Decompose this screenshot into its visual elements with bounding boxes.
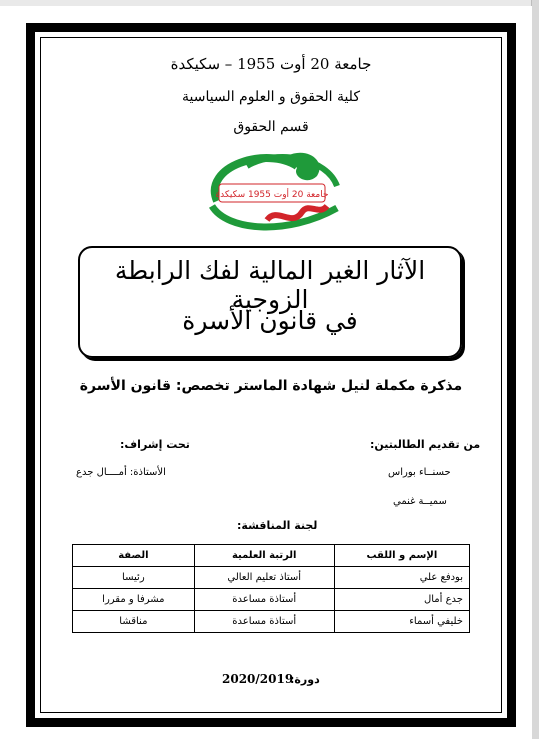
member-rank: أستاذة مساعدة: [194, 611, 334, 633]
viewer-scrollbar[interactable]: [531, 0, 539, 739]
supervisor-label: تحت إشراف:: [120, 438, 190, 451]
university-logo-icon: [197, 146, 347, 236]
department-name: قسم الحقوق: [233, 119, 309, 135]
thesis-title-box: [78, 246, 462, 358]
table-row: [73, 589, 470, 611]
member-rank: أستاذة مساعدة: [194, 589, 334, 611]
thesis-subtitle: مذكرة مكملة لنيل شهادة الماستر تخصص: قانون الأسرة: [79, 378, 463, 394]
faculty-name: كلية الحقوق و العلوم السياسية: [181, 89, 360, 105]
member-name: خليفي أسماء: [334, 611, 469, 633]
member-role: مشرفا و مقررا: [73, 589, 195, 611]
table-row: [73, 567, 470, 589]
header-role: الصفة: [73, 545, 195, 567]
session-label: دورة:: [290, 673, 320, 686]
member-role: مناقشا: [73, 611, 195, 633]
header-rank: الرتبة العلمية: [194, 545, 334, 567]
member-name: جدع أمال: [334, 589, 469, 611]
university-name: جامعة 20 أوت 1955 – سكيكدة: [170, 55, 372, 73]
committee-label: لجنة المناقشة:: [237, 519, 318, 532]
session-value: 2020/2019: [222, 672, 294, 686]
table-row: [73, 611, 470, 633]
thesis-title-line2: في قانون الأسرة: [182, 306, 358, 335]
committee-table: [72, 544, 470, 633]
students-label: من تقديم الطالبتين:: [370, 438, 481, 451]
student-name: حسنــاء بوراس: [388, 467, 451, 478]
header-name: الإسم و اللقب: [334, 545, 469, 567]
member-name: بودفع علي: [334, 567, 469, 589]
supervisor-name: الأستاذة: أمــــال جدع: [76, 467, 166, 478]
logo-text: جامعة 20 أوت 1955 سكيكدة: [215, 190, 329, 200]
thesis-title-line1: الآثار الغير المالية لفك الرابطة الزوجية: [114, 256, 426, 314]
document-page: [0, 6, 532, 739]
student-name: سميــة غنمي: [393, 496, 447, 507]
member-rank: أستاذ تعليم العالي: [194, 567, 334, 589]
table-header-row: [73, 545, 470, 567]
member-role: رئيسا: [73, 567, 195, 589]
